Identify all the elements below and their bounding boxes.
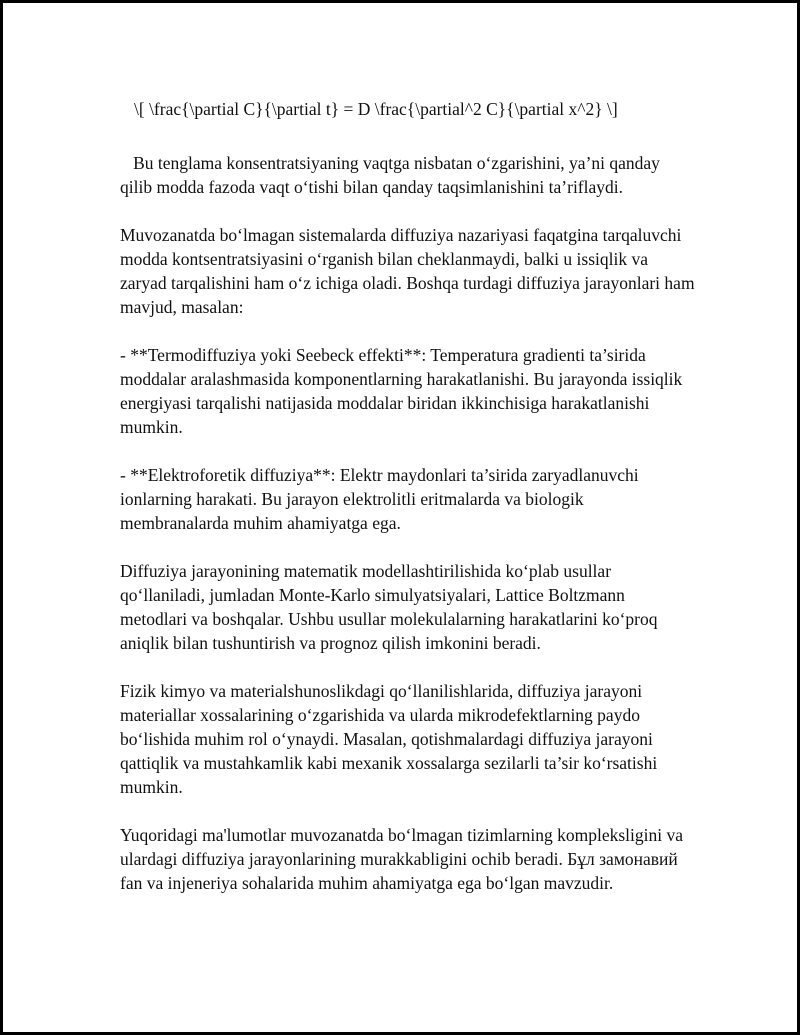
paragraph-electrophoretic-diffusion: - **Elektroforetik diffuziya**: Elektr maydonlari ta’sirida zaryadlanuvchi ionlarning harakati. Bu jarayon elektrolitli eritmalarda va biologik membranalarda muhim ahamiyatga ega. [120, 465, 639, 533]
document-body [120, 97, 695, 919]
diffusion-equation: \[ \frac{\partial C}{\partial t} = D \frac{\partial^2 C}{\partial x^2} \] [134, 99, 618, 119]
paragraph-thermodiffusion: - **Termodiffuziya yoki Seebeck effekti**: Temperatura gradienti ta’sirida moddalar aralashmasida komponentlarning harakatlanishi. Bu jarayonda issiqlik energiyasi tarqalishi natijasida moddalar biridan ikkinchisiga harakatlanishi mumkin. [120, 345, 683, 437]
paragraph-materials-science: Fizik kimyo va materialshunoslikdagi qoʻllanilishlarida, diffuziya jarayoni materiallar xossalarining oʻzgarishida va ularda mikrodefektlarning paydo boʻlishida muhim rol oʻynaydi. Masalan, qotishmalardagi diffuziya jarayoni qattiqlik va mustahkamlik kabi mexanik xossalarga sezilarli ta’sir koʻrsatishi mumkin. [120, 681, 658, 797]
paragraph-mathematical-modelling: Diffuziya jarayonining matematik modellashtirilishida koʻplab usullar qoʻllaniladi, jumladan Monte-Karlo simulyatsiyalari, Lattice Boltzmann metodlari va boshqalar. Ushbu usullar molekulalarning harakatlarini koʻproq aniqlik bilan tushuntirish va prognoz qilish imkonini beradi. [120, 561, 658, 653]
paragraph-conclusion: Yuqoridagi ma'lumotlar muvozanatda boʻlmagan tizimlarning kompleksligini va ulardagi diffuziya jarayonlarining murakkabligini ochib beradi. Бұл замонавий fan va injeneriya sohalarida muhim ahamiyatga ega boʻlgan mavzudir. [120, 825, 684, 893]
paragraph-non-equilibrium-systems: Muvozanatda boʻlmagan sistemalarda diffuziya nazariyasi faqatgina tarqaluvchi modda kontsentratsiyasini oʻrganish bilan cheklanmaydi, balki u issiqlik va zaryad tarqalishini ham oʻz ichiga oladi. Boshqa turdagi diffuziya jarayonlari ham mavjud, masalan: [120, 225, 695, 317]
paragraph-equation-explanation: Bu tenglama konsentratsiyaning vaqtga nisbatan oʻzgarishini, ya’ni qanday qilib modda fazoda vaqt oʻtishi bilan qanday taqsimlanishini ta’riflaydi. [120, 153, 665, 197]
